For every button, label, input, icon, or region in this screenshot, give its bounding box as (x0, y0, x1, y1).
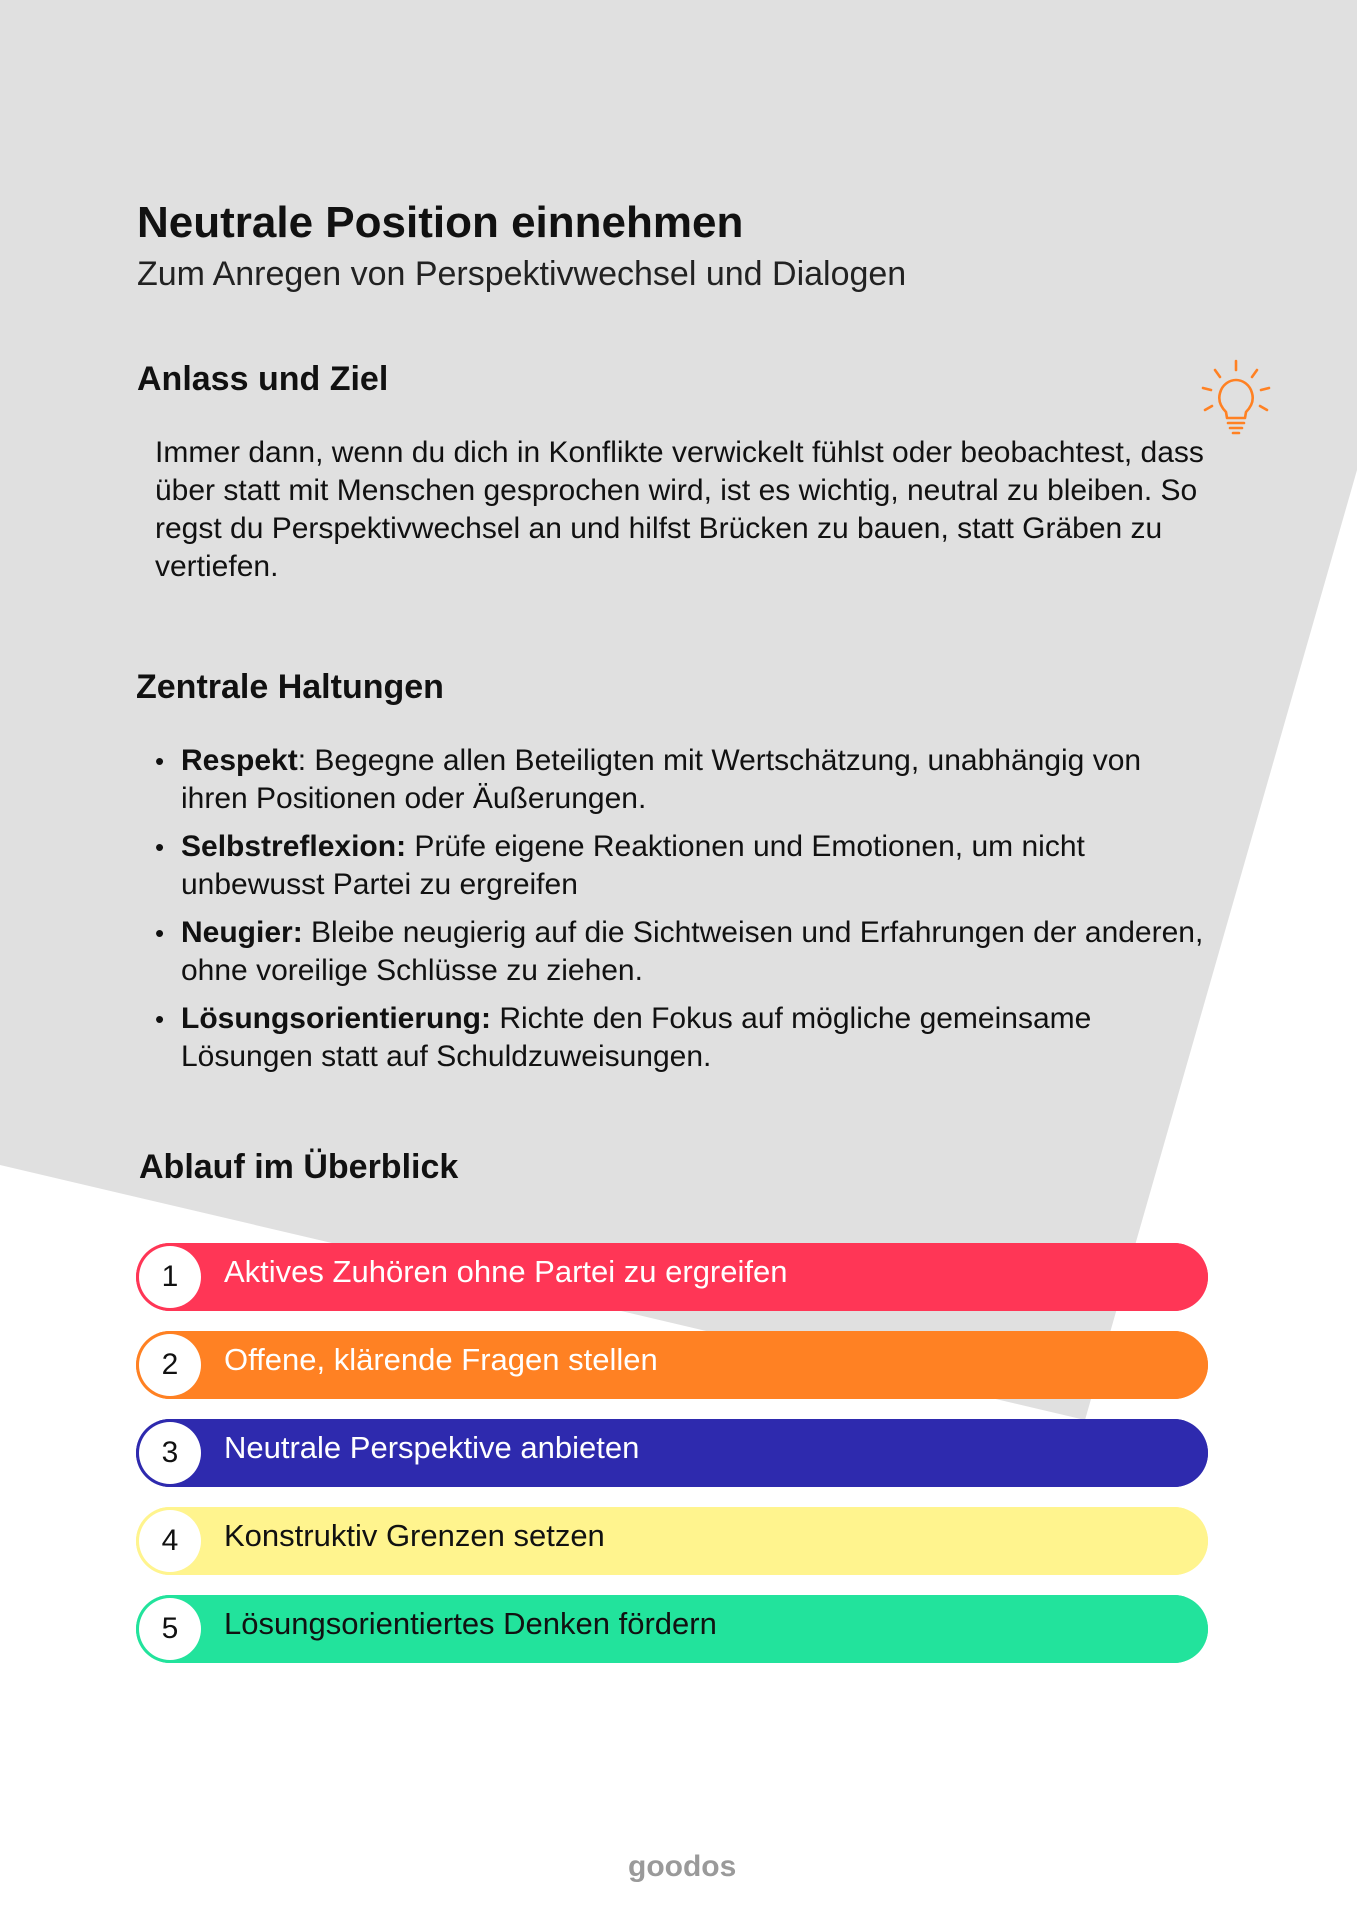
haltung-term: Lösungsorientierung: (181, 1002, 491, 1035)
lightbulb-icon (1198, 358, 1274, 438)
haltung-term: Neugier: (181, 916, 303, 949)
anlass-text: Immer dann, wenn du dich in Konflikte verwickelt fühlst oder beobachtest, dass über statt mit Menschen gesprochen wird, ist es wichtig, neutral zu bleiben. So regst du Perspektivwechsel an und hilfst Brücken zu bauen, statt Gräben zu vertiefen. (155, 436, 1204, 583)
step-pill (136, 1507, 1208, 1575)
step-number: 4 (139, 1510, 201, 1572)
haltung-text: Prüfe eigene Reaktionen und Emotionen, um nicht unbewusst Partei zu ergreifen (181, 830, 1085, 901)
haltung-sep: : (297, 744, 315, 777)
haltung-term: Respekt (181, 744, 298, 777)
section-heading-haltungen: Zentrale Haltungen (136, 668, 444, 706)
list-item (155, 1000, 1215, 1076)
step-number: 3 (139, 1422, 201, 1484)
step-pill (136, 1595, 1208, 1663)
step-label: Neutrale Perspektive anbieten (224, 1430, 640, 1465)
step-pill (136, 1419, 1208, 1487)
haltung-text: Richte den Fokus auf mögliche gemeinsame Lösungen statt auf Schuldzuweisungen. (181, 1002, 1092, 1073)
step-number: 5 (139, 1598, 201, 1660)
list-item (155, 828, 1215, 904)
section-heading-ablauf: Ablauf im Überblick (139, 1148, 459, 1186)
step-label: Lösungsorientiertes Denken fördern (224, 1606, 717, 1641)
haltungen-list (155, 742, 1215, 1086)
haltung-term: Selbstreflexion: (181, 830, 407, 863)
step-number: 1 (139, 1246, 201, 1308)
step-number: 2 (139, 1334, 201, 1396)
goodos-logo: goodos (628, 1850, 737, 1883)
step-pill (136, 1331, 1208, 1399)
step-label: Konstruktiv Grenzen setzen (224, 1518, 605, 1553)
page-title: Neutrale Position einnehmen (137, 198, 744, 247)
steps-list (136, 1243, 1208, 1683)
haltung-text: Bleibe neugierig auf die Sichtweisen und Erfahrungen der anderen, ohne voreilige Schlüsse zu ziehen. (181, 916, 1204, 987)
list-item (155, 914, 1215, 990)
list-item (155, 742, 1215, 818)
page-subtitle: Zum Anregen von Perspektivwechsel und Dialogen (137, 255, 907, 293)
step-label: Offene, klärende Fragen stellen (224, 1342, 658, 1377)
haltung-sep (303, 916, 311, 949)
section-heading-anlass: Anlass und Ziel (137, 360, 389, 398)
step-pill (136, 1243, 1208, 1311)
haltung-text: Begegne allen Beteiligten mit Wertschätzung, unabhängig von ihren Positionen oder Äußerungen. (181, 744, 1142, 815)
step-label: Aktives Zuhören ohne Partei zu ergreifen (224, 1254, 788, 1289)
